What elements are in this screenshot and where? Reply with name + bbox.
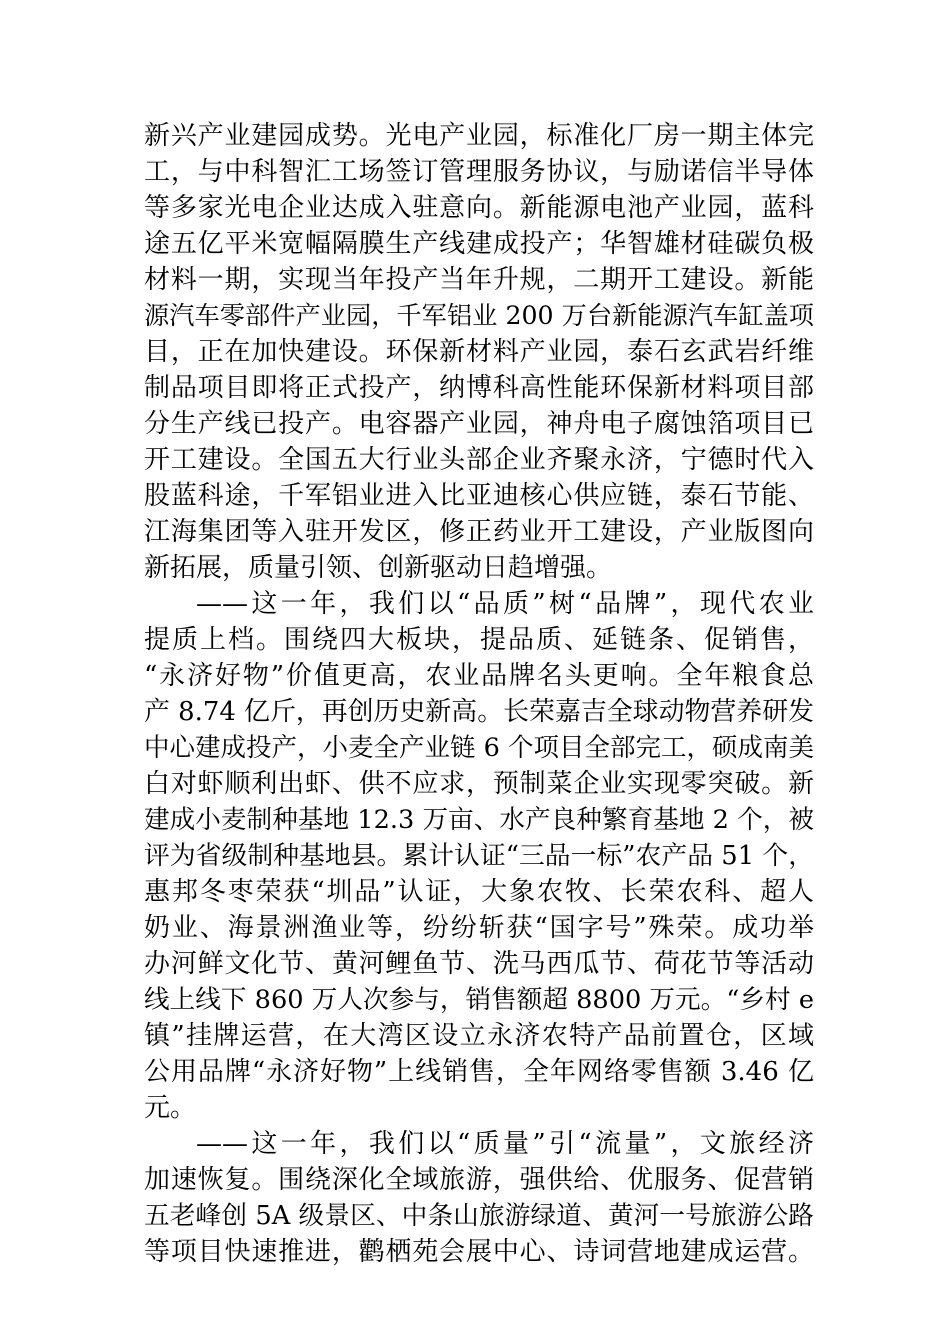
text-line: 等项目快速推进，鹳栖苑会展中心、诗词营地建成运营。 bbox=[144, 1237, 814, 1267]
text-line: 分生产线已投产。电容器产业园，神舟电子腐蚀箔项目已 bbox=[144, 409, 814, 439]
text-line: 线上线下 860 万人次参与，销售额超 8800 万元。“乡村 e bbox=[144, 985, 814, 1015]
text-line: 五老峰创 5A 级景区、中条山旅游绿道、黄河一号旅游公路 bbox=[144, 1201, 814, 1231]
text-line: 元。 bbox=[144, 1093, 197, 1123]
text-line: 办河鲜文化节、黄河鲤鱼节、洗马西瓜节、荷花节等活动 bbox=[144, 949, 814, 979]
text-line: “永济好物”价值更高，农业品牌名头更响。全年粮食总 bbox=[144, 661, 814, 691]
text-line: 材料一期，实现当年投产当年升规，二期开工建设。新能 bbox=[144, 265, 814, 295]
text-line: 工，与中科智汇工场签订管理服务协议，与励诺信半导体 bbox=[144, 157, 814, 187]
text-line: 加速恢复。围绕深化全域旅游，强供给、优服务、促营销 bbox=[144, 1165, 814, 1195]
text-line: 源汽车零部件产业园，千军铝业 200 万台新能源汽车缸盖项 bbox=[144, 301, 814, 330]
paragraph-start-line: ——这一年，我们以“质量”引“流量”，文旅经济 bbox=[196, 1129, 814, 1159]
text-line: 镇”挂牌运营，在大湾区设立永济农特产品前置仓，区域 bbox=[144, 1021, 814, 1051]
text-line: 制品项目即将正式投产，纳博科高性能环保新材料项目部 bbox=[144, 373, 814, 403]
text-line: 中心建成投产，小麦全产业链 6 个项目全部完工，硕成南美 bbox=[144, 733, 814, 763]
text-line: 惠邦冬枣荣获“圳品”认证，大象农牧、长荣农科、超人 bbox=[144, 877, 814, 907]
text-line: 江海集团等入驻开发区，修正药业开工建设，产业版图向 bbox=[144, 517, 814, 547]
text-line: 途五亿平米宽幅隔膜生产线建成投产；华智雄材硅碳负极 bbox=[144, 229, 814, 259]
text-line: 新兴产业建园成势。光电产业园，标准化厂房一期主体完 bbox=[144, 121, 814, 151]
text-line: 开工建设。全国五大行业头部企业齐聚永济，宁德时代入 bbox=[144, 445, 814, 475]
text-line: 公用品牌“永济好物”上线销售，全年网络零售额 3.46 亿 bbox=[144, 1057, 814, 1087]
text-line: 评为省级制种基地县。累计认证“三品一标”农产品 51 个， bbox=[144, 841, 814, 871]
text-line: 奶业、海景洲渔业等，纷纷斩获“国字号”殊荣。成功举 bbox=[144, 913, 814, 943]
text-line: 建成小麦制种基地 12.3 万亩、水产良种繁育基地 2 个，被 bbox=[144, 805, 814, 835]
text-line: 股蓝科途，千军铝业进入比亚迪核心供应链，泰石节能、 bbox=[144, 481, 814, 511]
text-line: 提质上档。围绕四大板块，提品质、延链条、促销售， bbox=[144, 625, 814, 655]
text-line: 新拓展，质量引领、创新驱动日趋增强。 bbox=[144, 553, 613, 583]
paragraph-start-line: ——这一年，我们以“品质”树“品牌”，现代农业 bbox=[196, 589, 814, 619]
text-line: 产 8.74 亿斤，再创历史新高。长荣嘉吉全球动物营养研发 bbox=[144, 697, 814, 727]
text-line: 等多家光电企业达成入驻意向。新能源电池产业园，蓝科 bbox=[144, 193, 814, 223]
text-line: 目，正在加快建设。环保新材料产业园，泰石玄武岩纤维 bbox=[144, 337, 814, 367]
text-line: 白对虾顺利出虾、供不应求，预制菜企业实现零突破。新 bbox=[144, 769, 814, 799]
